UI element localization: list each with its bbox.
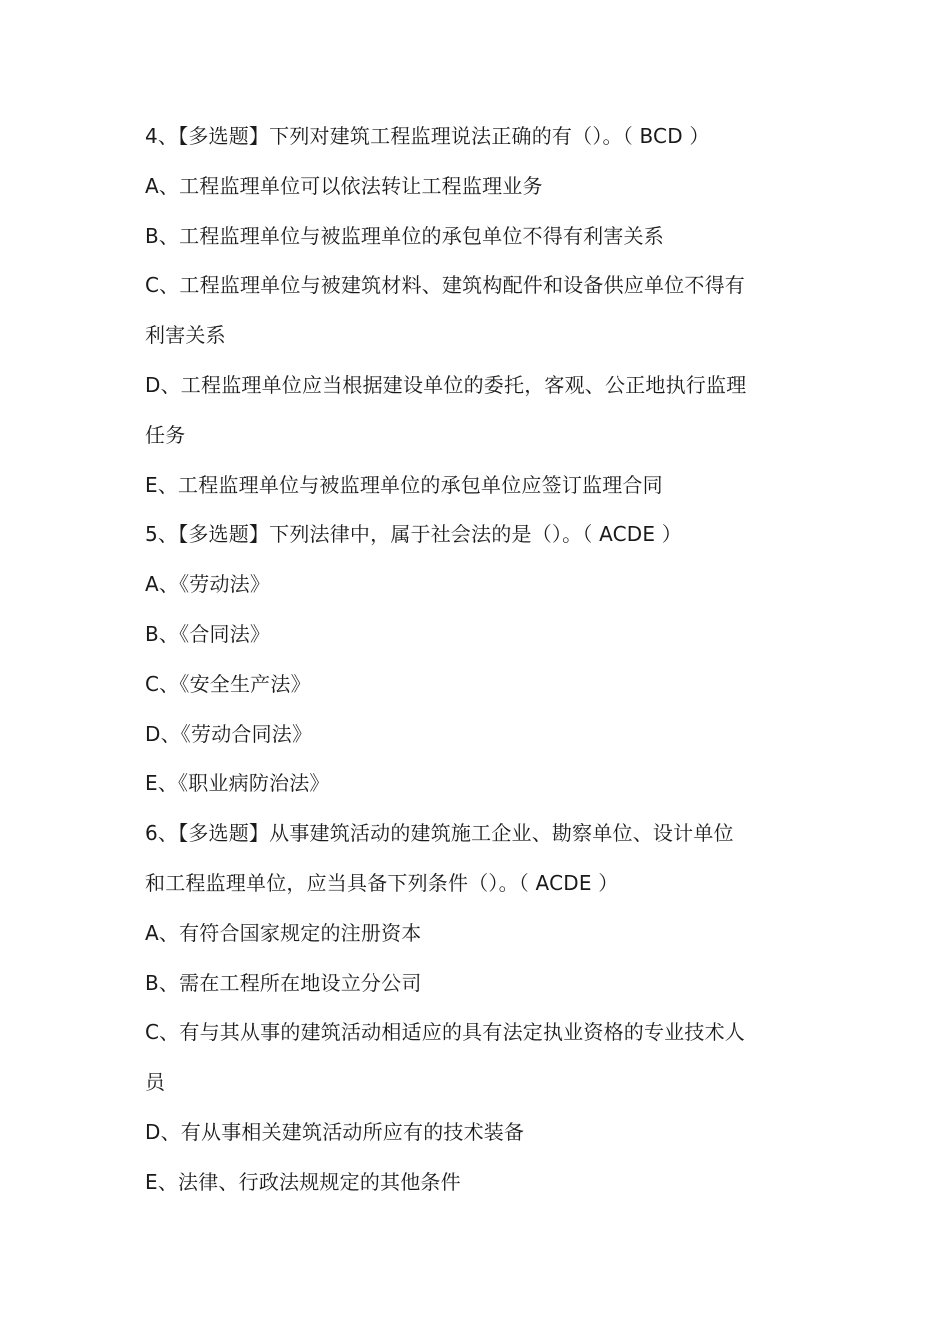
question-5-title: 5、【多选题】下列法律中，属于社会法的是（）。（ ACDE ）	[145, 522, 682, 547]
question-6-title-continued: 和工程监理单位，应当具备下列条件（）。（ ACDE ）	[145, 870, 619, 895]
question-6-option-e: E、法律、行政法规规定的其他条件	[145, 1169, 461, 1194]
question-4-option-d: D、工程监理单位应当根据建设单位的委托，客观、公正地执行监理	[145, 372, 747, 397]
question-6-option-c-continued: 员	[145, 1070, 166, 1095]
question-4-option-b: B、工程监理单位与被监理单位的承包单位不得有利害关系	[145, 223, 664, 248]
question-6-title: 6、【多选题】从事建筑活动的建筑施工企业、勘察单位、设计单位	[145, 821, 734, 846]
question-4-option-c: C、工程监理单位与被建筑材料、建筑构配件和设备供应单位不得有	[145, 273, 745, 298]
question-6-option-d: D、有从事相关建筑活动所应有的技术装备	[145, 1119, 525, 1144]
question-6-option-c: C、有与其从事的建筑活动相适应的具有法定执业资格的专业技术人	[145, 1020, 745, 1045]
question-5-option-e: E、《职业病防治法》	[145, 771, 330, 796]
question-4-option-a: A、工程监理单位可以依法转让工程监理业务	[145, 173, 543, 198]
question-4-option-d-continued: 任务	[145, 422, 186, 447]
question-5-option-a: A、《劳动法》	[145, 572, 271, 597]
question-5-option-b: B、《合同法》	[145, 621, 271, 646]
question-4-title: 4、【多选题】下列对建筑工程监理说法正确的有（）。（ BCD ）	[145, 124, 710, 148]
question-6-option-b: B、需在工程所在地设立分公司	[145, 970, 422, 995]
question-6-option-a: A、有符合国家规定的注册资本	[145, 920, 422, 945]
question-4-option-e: E、工程监理单位与被监理单位的承包单位应签订监理合同	[145, 472, 663, 497]
question-5-option-c: C、《安全生产法》	[145, 671, 311, 696]
question-4-option-c-continued: 利害关系	[145, 323, 226, 348]
question-5-option-d: D、《劳动合同法》	[145, 721, 313, 746]
document-page	[145, 112, 825, 1208]
